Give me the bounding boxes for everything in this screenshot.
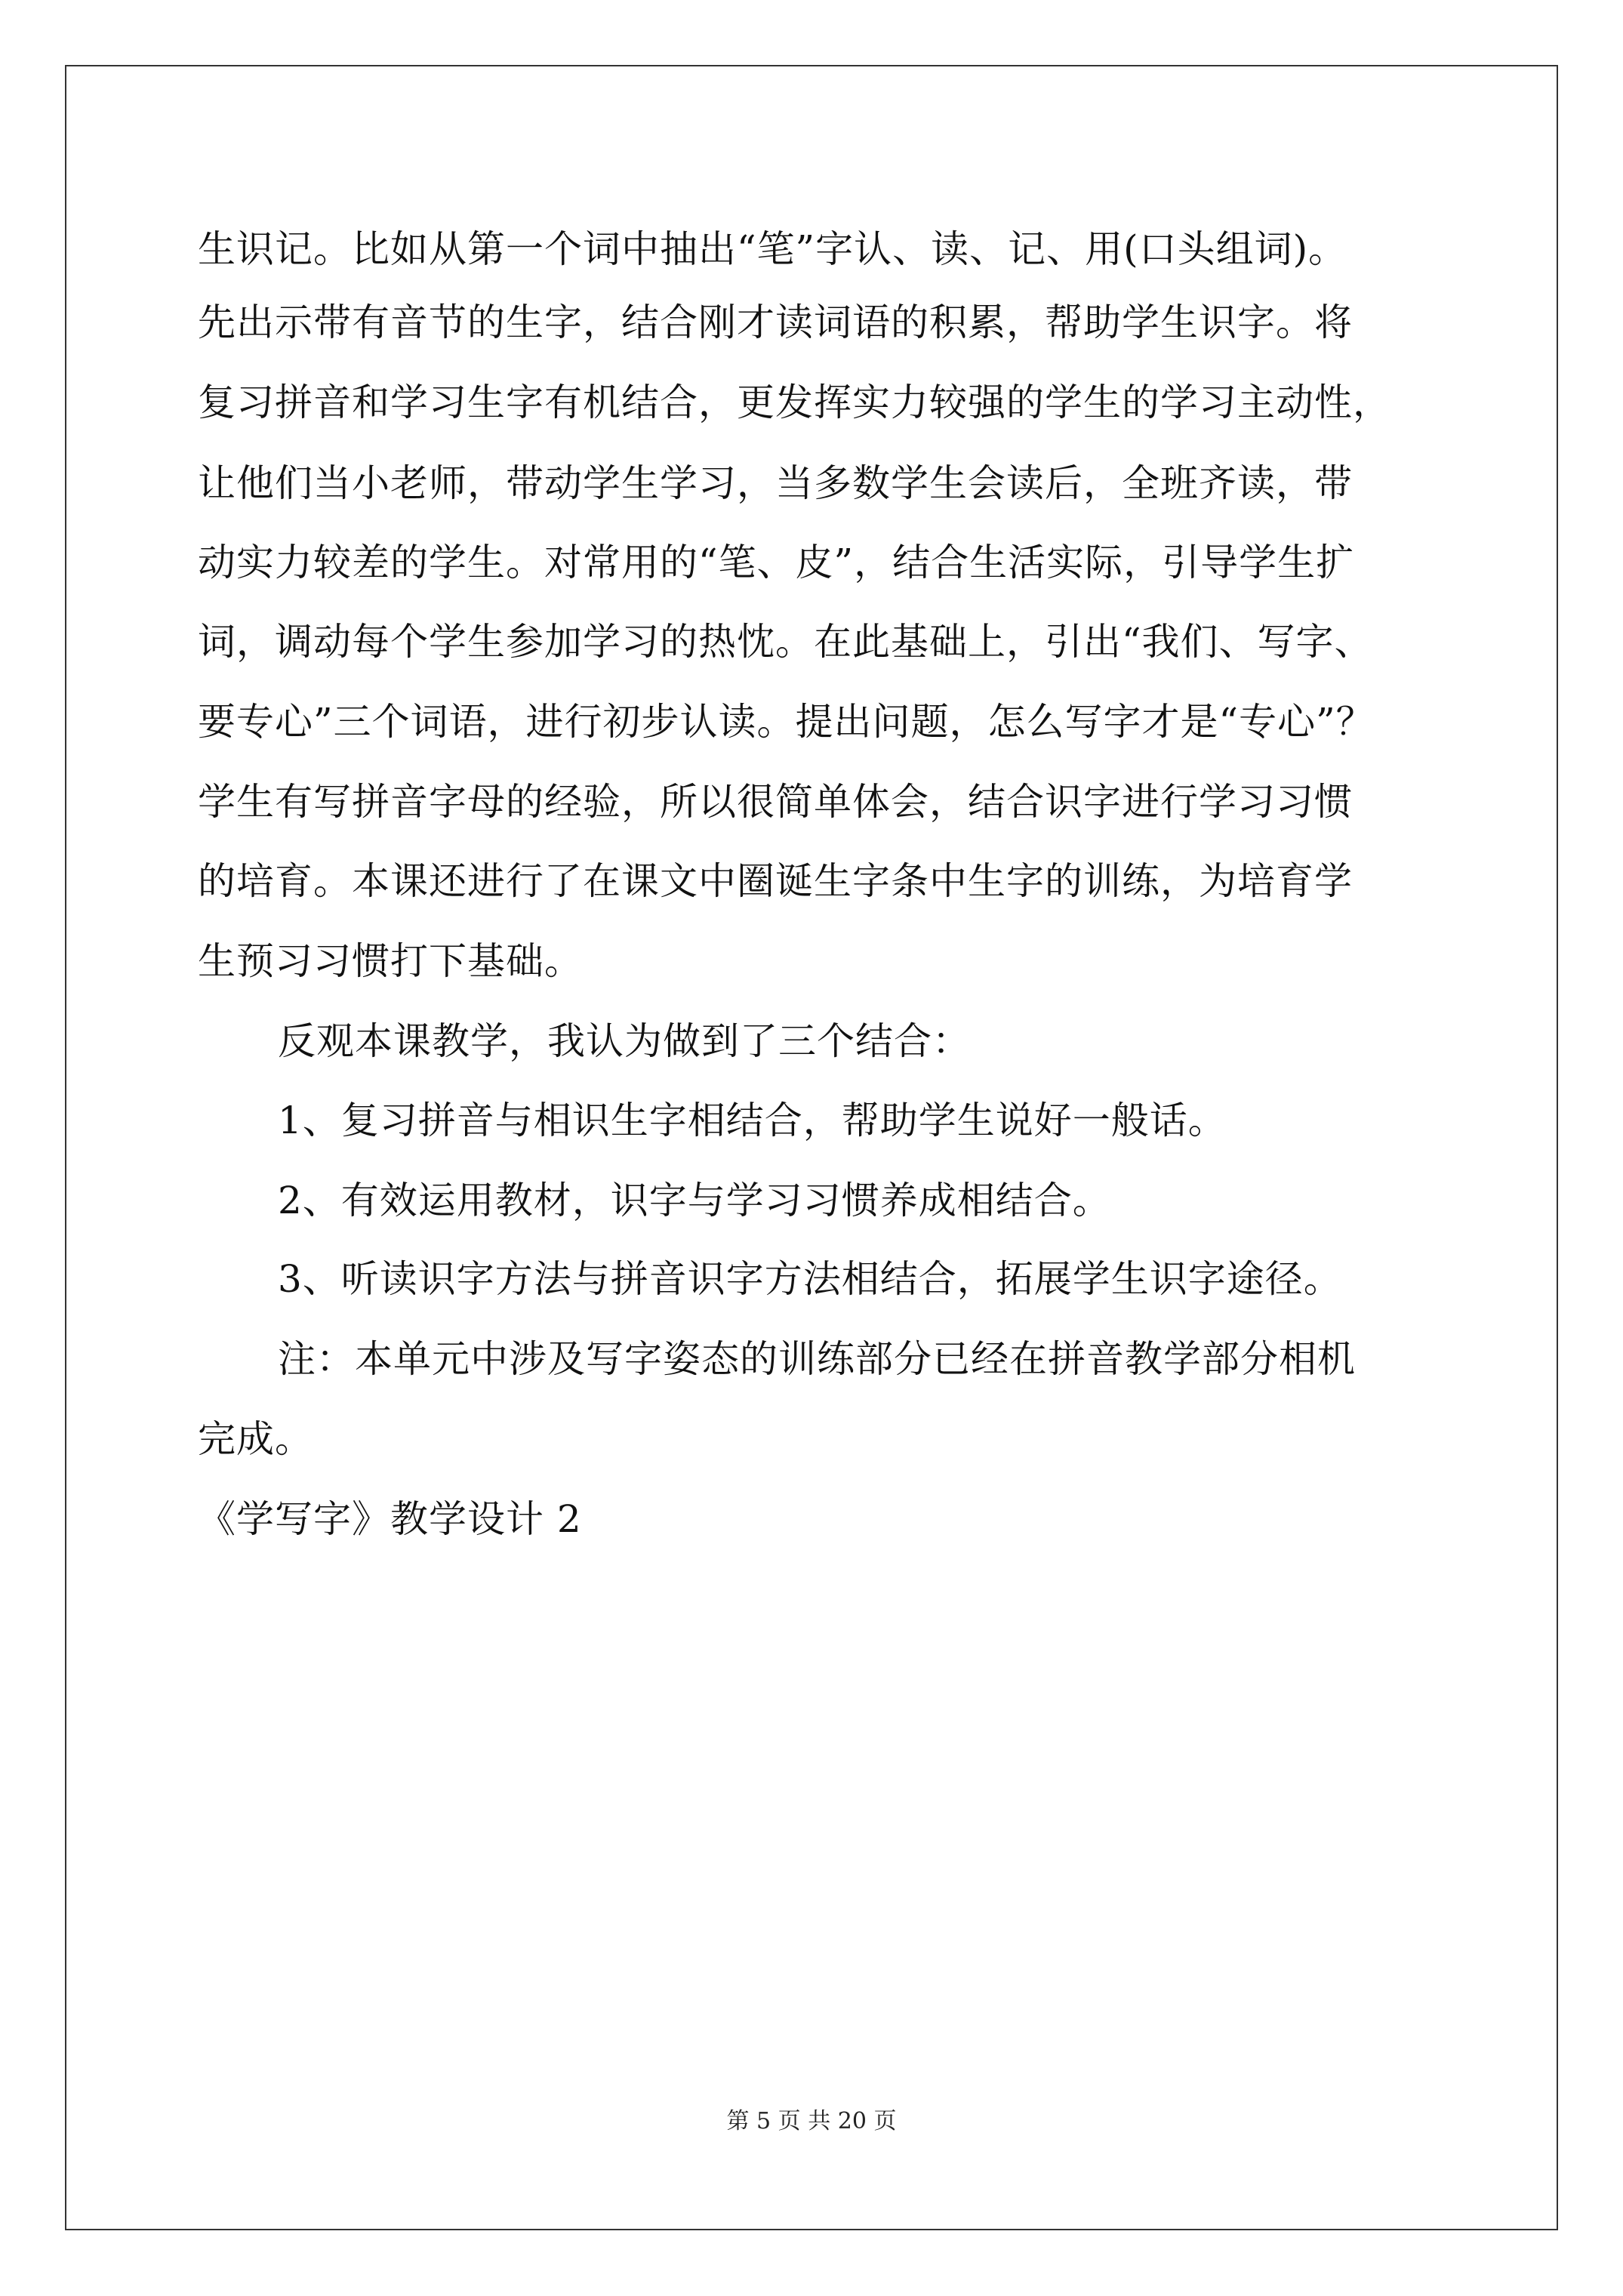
list-item: 1、复习拼音与相识生字相结合，帮助学生说好一般话。 — [278, 1099, 1227, 1142]
section-heading: 《学写字》教学设计 2 — [198, 1497, 582, 1541]
reflection-intro: 反观本课教学，我认为做到了三个结合： — [278, 1019, 971, 1063]
paragraph-line: 的培育。本课还进行了在课文中圈诞生字条中生字的训练，为培育学 — [198, 859, 1353, 903]
page-number-footer: 第 5 页 共 20 页 — [726, 2108, 897, 2134]
list-item: 2、有效运用教材，识字与学习习惯养成相结合。 — [278, 1179, 1111, 1222]
note-line: 完成。 — [198, 1417, 313, 1461]
paragraph-line: 先出示带有音节的生字，结合刚才读词语的积累，帮助学生识字。将 — [198, 300, 1353, 344]
paragraph-line: 词，调动每个学生参加学习的热忱。在此基础上，引出“我们、写字、 — [198, 620, 1373, 664]
paragraph-line: 动实力较差的学生。对常用的“笔、皮”，结合生活实际，引导学生扩 — [198, 541, 1355, 584]
paragraph-line: 生预习习惯打下基础。 — [198, 939, 583, 983]
paragraph-line: 学生有写拼音字母的经验，所以很简单体会，结合识字进行学习习惯 — [198, 780, 1353, 824]
paragraph-line: 让他们当小老师，带动学生学习，当多数学生会读后，全班齐读，带 — [198, 461, 1353, 505]
paragraph-line: 要专心”三个词语，进行初步认读。提出问题，怎么写字才是“专心”？ — [198, 700, 1375, 744]
paragraph-line: 复习拼音和学习生字有机结合，更发挥实力较强的学生的学习主动性， — [198, 381, 1391, 424]
note-line: 注：本单元中涉及写字姿态的训练部分已经在拼音教学部分相机 — [278, 1337, 1356, 1381]
list-item: 3、听读识字方法与拼音识字方法相结合，拓展学生识字途径。 — [278, 1257, 1342, 1301]
paragraph-line: 生识记。比如从第一个词中抽出“笔”字认、读、记、用(口头组词)。 — [198, 227, 1347, 271]
